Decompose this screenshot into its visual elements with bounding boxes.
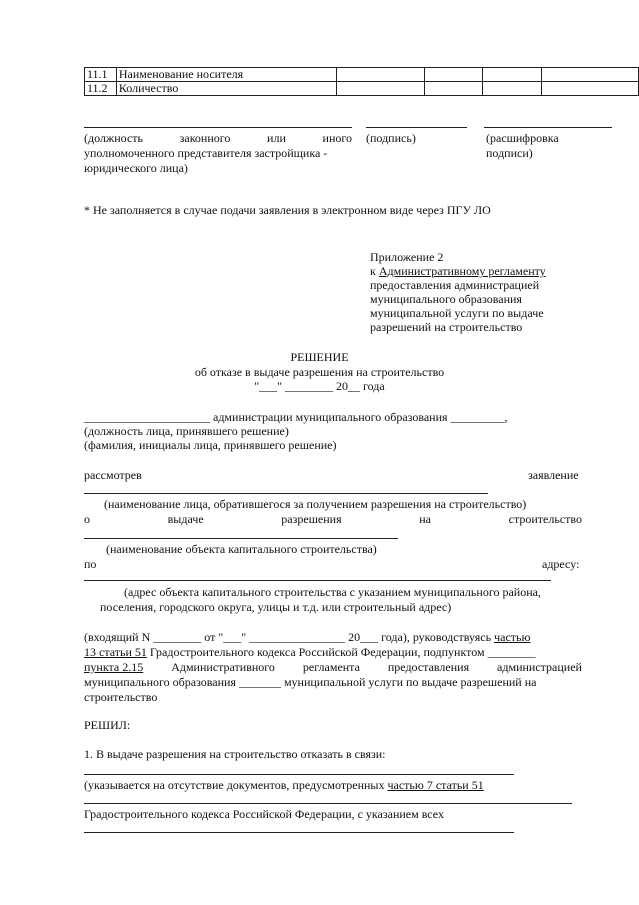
incoming-line4: муниципального образования _______ муниципальной услуги по выдаче разрешений на — [84, 675, 537, 689]
applicant-note: (наименование лица, обратившегося за получением разрешения на строительство) — [104, 497, 527, 511]
docs-line — [84, 803, 572, 804]
object-note: (наименование объекта капитального строительства) — [106, 542, 377, 556]
signature-line — [366, 127, 467, 128]
point-1: 1. В выдаче разрешения на строительство отказать в связи: — [84, 747, 386, 761]
incoming-line1 — [84, 630, 530, 644]
final-line — [84, 832, 514, 833]
appendix-prefix: к — [370, 264, 379, 278]
position-note: (должность лица, принявшего решение) — [84, 424, 289, 438]
caption-word: (должность — [84, 131, 143, 145]
code-line: Градостроительного кодекса Российской Федерации, с указанием всех — [84, 807, 444, 821]
address-word: адресу: — [542, 557, 580, 571]
table-row — [85, 68, 639, 82]
table-cell — [541, 68, 638, 82]
incoming-text: Градостроительного кодекса Российской Федерации, подпунктом ________ — [146, 645, 536, 659]
table-cell-num: 11.1 — [85, 68, 117, 82]
incoming-word: регламента — [302, 660, 360, 674]
appendix-line5: муниципальной услуги по выдаче — [370, 306, 544, 320]
decision-date: "___" ________ 20__ года — [254, 379, 385, 393]
application-word: заявление — [528, 468, 579, 482]
table-row — [85, 82, 639, 96]
appendix-line4: муниципального образования — [370, 292, 522, 306]
regulation-link[interactable]: Административному регламенту — [378, 264, 546, 278]
appendix-line3: предоставления администрацией — [370, 278, 540, 292]
incoming-word: Административного — [171, 660, 275, 674]
decision-subtitle: об отказе в выдаче разрешения на строительство — [194, 365, 445, 379]
position-line — [84, 127, 352, 128]
part-link[interactable]: частью — [494, 630, 531, 644]
decode-caption-line1: (расшифровка — [486, 131, 559, 145]
docs-part-link[interactable]: частью 7 статьи 51 — [387, 778, 484, 792]
caption-word: или — [267, 131, 286, 145]
decision-title: РЕШЕНИЕ — [290, 350, 349, 364]
table-cell — [425, 68, 483, 82]
position-caption-line3: юридического лица) — [84, 161, 188, 175]
incoming-line5: строительство — [84, 690, 158, 704]
reason-line — [84, 774, 514, 775]
about-word: выдаче — [167, 512, 204, 526]
table-cell-label: Количество — [116, 82, 336, 96]
position-caption-line2: уполномоченного представителя застройщика - — [84, 146, 328, 160]
carrier-table — [84, 67, 639, 96]
article-link[interactable]: 13 статьи 51 — [84, 645, 147, 659]
table-cell — [483, 82, 542, 96]
table-cell-num: 11.2 — [85, 82, 117, 96]
appendix-line6: разрешений на строительство — [370, 320, 523, 334]
incoming-word: предоставления — [387, 660, 470, 674]
table-cell — [541, 82, 638, 96]
incoming-text: (входящий N ________ от "___" ________________ 20___ года), руководствуясь — [84, 630, 495, 644]
considered-word: рассмотрев — [84, 468, 142, 482]
about-word: на — [419, 512, 431, 526]
appendix-line2 — [370, 264, 546, 278]
docs-note — [84, 778, 484, 792]
incoming-line3 — [84, 660, 582, 674]
admin-line: _____________________ администрации муниципального образования _________, — [84, 410, 508, 424]
address-line — [84, 580, 551, 581]
appendix-line1: Приложение 2 — [370, 250, 444, 264]
name-note: (фамилия, инициалы лица, принявшего решение) — [84, 438, 337, 452]
table-cell — [336, 68, 424, 82]
about-word: строительство — [508, 512, 582, 526]
address-note-1: (адрес объекта капитального строительства с указанием муниципального района, — [124, 585, 541, 599]
incoming-word: администрацией — [497, 660, 582, 674]
table-cell — [425, 82, 483, 96]
caption-word: законного — [179, 131, 231, 145]
table-cell-label: Наименование носителя — [116, 68, 336, 82]
applicant-line — [84, 493, 488, 494]
object-line — [84, 538, 398, 539]
about-word: о — [84, 512, 90, 526]
decode-caption-line2: подписи) — [486, 146, 533, 160]
position-caption-line1 — [84, 131, 352, 145]
incoming-line2 — [84, 645, 536, 659]
decode-line — [484, 127, 612, 128]
table-cell — [336, 82, 424, 96]
docs-note-text: (указывается на отсутствие документов, предусмотренных — [84, 778, 388, 792]
about-word: разрешения — [281, 512, 342, 526]
caption-word: иного — [322, 131, 352, 145]
point-link[interactable]: пункта 2.15 — [84, 660, 144, 674]
signature-caption: (подпись) — [366, 131, 416, 145]
about-line — [84, 512, 582, 526]
decided-heading: РЕШИЛ: — [84, 718, 131, 732]
address-note-2: поселения, городского округа, улицы и т.д. или строительный адрес) — [100, 600, 452, 614]
by-word: по — [84, 557, 97, 571]
table-cell — [483, 68, 542, 82]
footnote: * Не заполняется в случае подачи заявления в электронном виде через ПГУ ЛО — [84, 203, 491, 217]
